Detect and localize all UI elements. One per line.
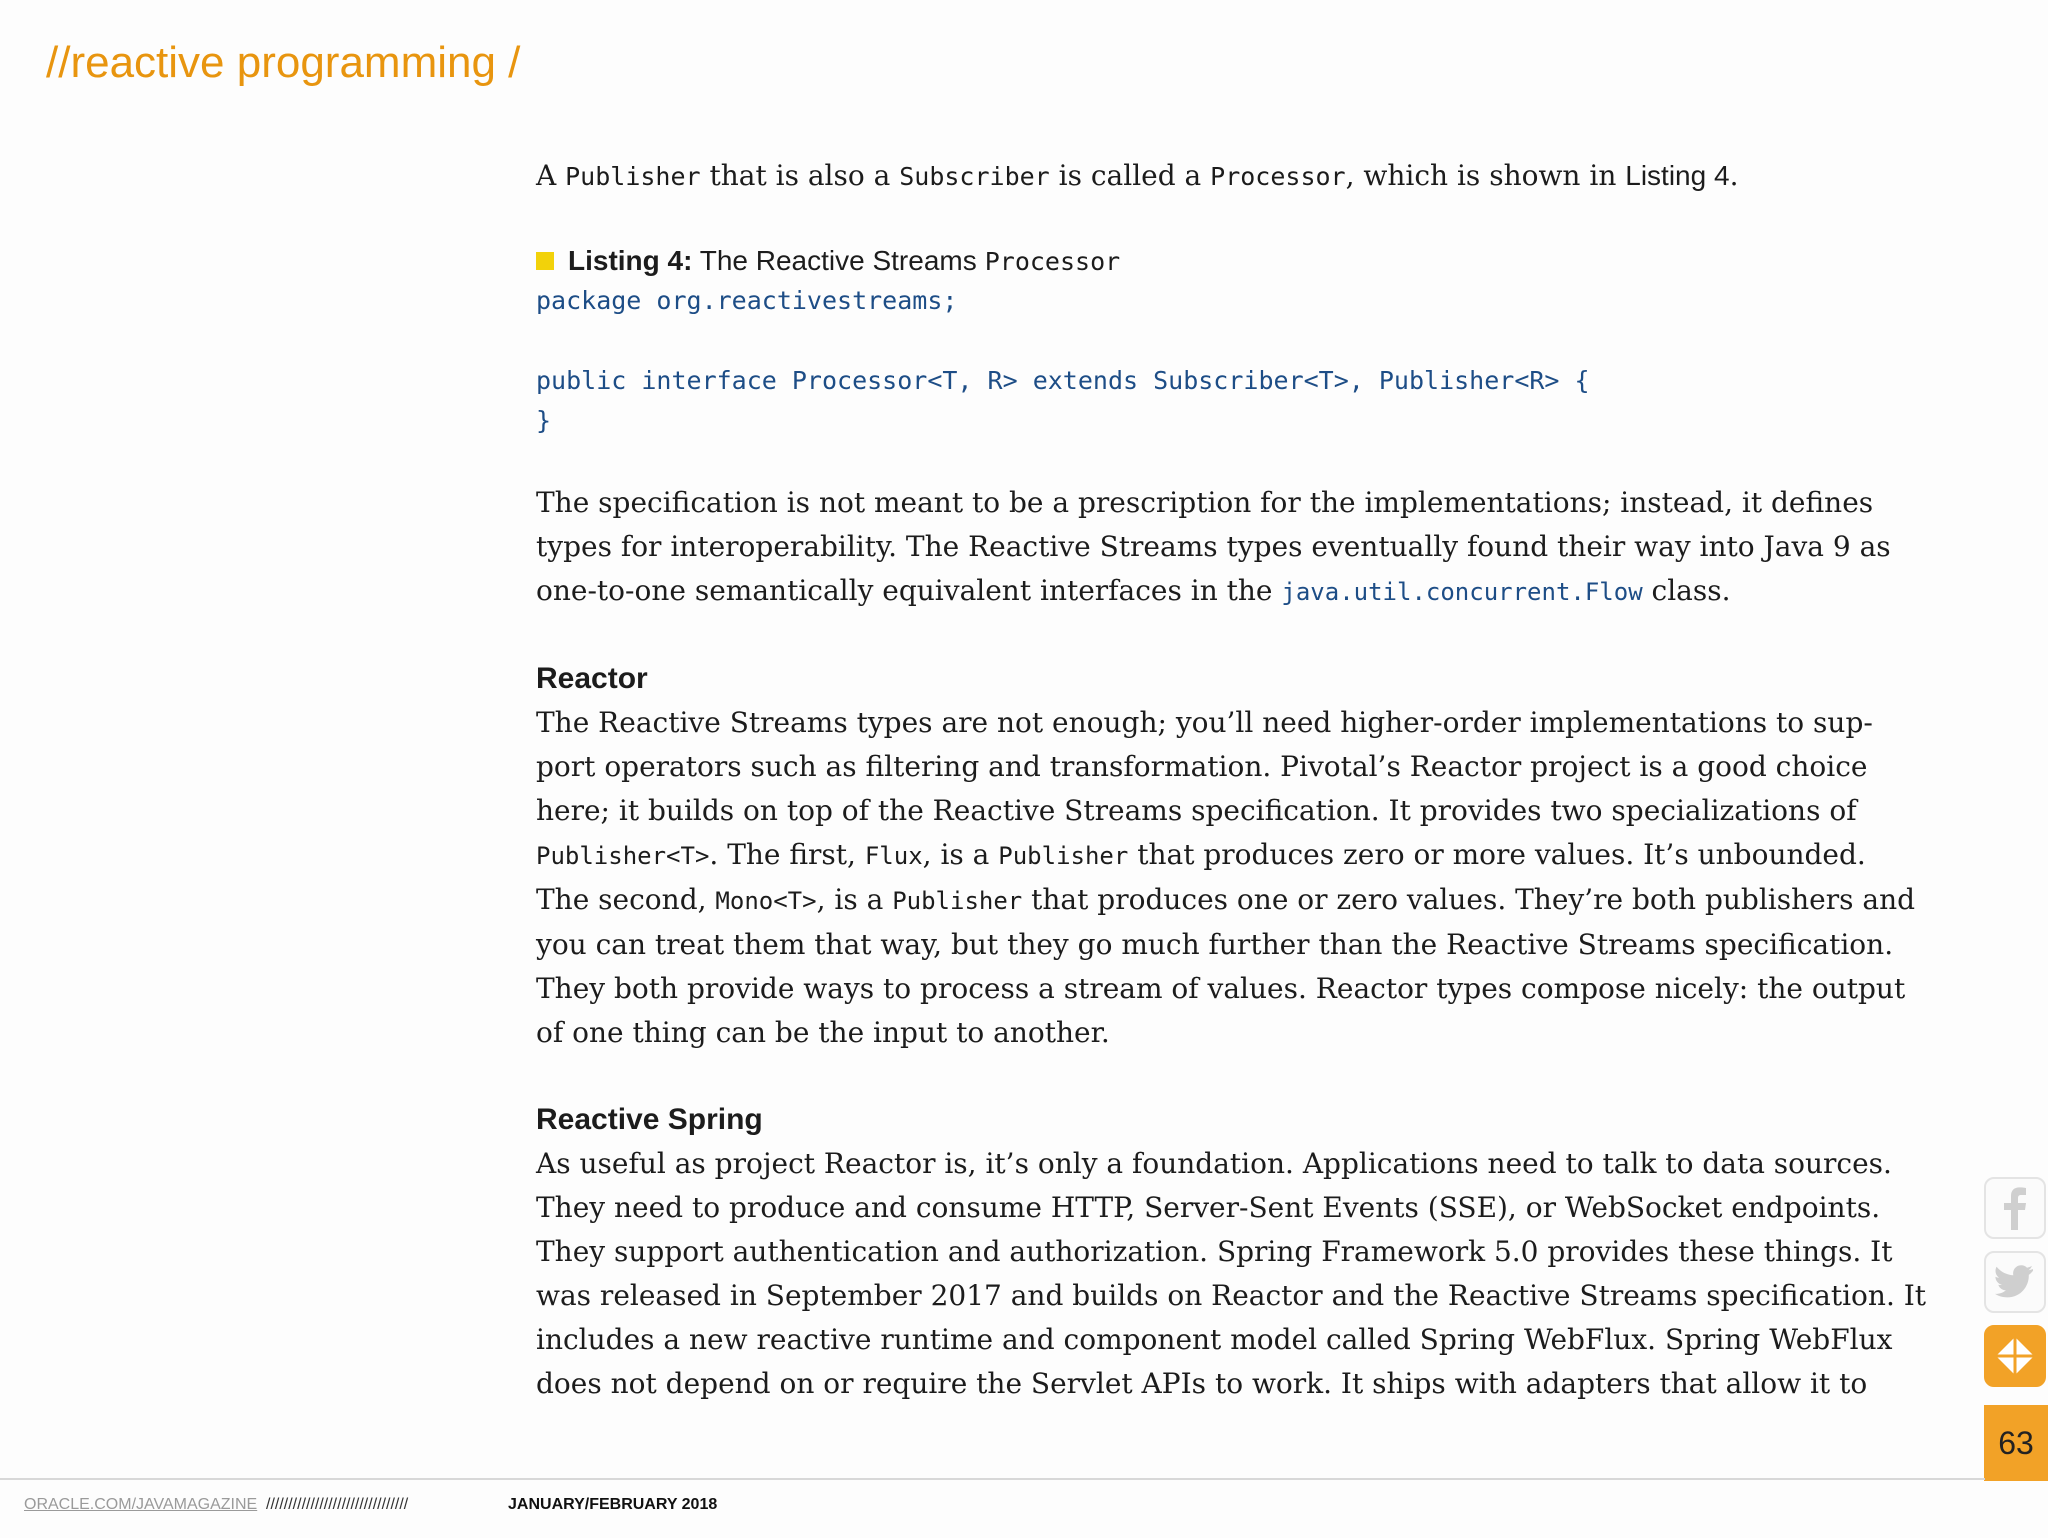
intro-paragraph: A Publisher that is also a Subscriber is called a Processor, which is shown in Listing 4. [536, 159, 1739, 192]
reactor-paragraph: The Reactive Streams types are not enough; you’ll need higher-order implementations to sup- port operators such as filtering and transformation. Pivotal’s Reactor project is a good choice here; it builds on top of the Reactive Streams specification. It provides two specializations of Publisher<T>. The first, Flux, is a Publisher that produces zero or more values. It’s unbounded. The second, Mono<T>, is a Publisher that produces one or zero values. They’re both publishers and you can treat them that way, but they go much further than the Reactive Streams specification. They both provide ways to process a stream of values. Reactor types compose nicely: the output of one thing can be the input to another. [536, 706, 1916, 1049]
listing-title: The Reactive Streams [692, 245, 977, 276]
code-line: package org.reactivestreams; [536, 286, 958, 315]
reactive-spring-paragraph: As useful as project Reactor is, it’s only a foundation. Applications need to talk to data sources. They need to produce and consume HTTP, Server-Sent Events (SSE), or WebSocket endpoints. They support authentication and authorization. Spring Framework 5.0 provides these things. It was released in September 2017 and builds on Reactor and the Reactive Streams specification. It includes a new reactive runtime and component model called Spring WebFlux. Spring WebFlux does not depend on or require the Servlet APIs to work. It ships with adapters that allow it to [536, 1147, 1927, 1400]
twitter-share-button[interactable] [1984, 1251, 2046, 1313]
code-line: } [536, 406, 552, 435]
issue-date: JANUARY/FEBRUARY 2018 [508, 1496, 718, 1513]
listing-marker [536, 252, 554, 270]
flow-class-code: java.util.concurrent.Flow [1281, 578, 1643, 606]
listing-label: Listing 4: [568, 245, 693, 276]
reactive-spring-heading: Reactive Spring [536, 1103, 763, 1136]
footer-site-link[interactable]: ORACLE.COM/JAVAMAGAZINE [24, 1496, 258, 1513]
facebook-icon [1998, 1186, 2032, 1230]
code-line [536, 321, 1776, 361]
code-listing [536, 281, 1776, 441]
footer-divider: //////////////////////////////// [266, 1496, 409, 1513]
reactor-heading: Reactor [536, 662, 648, 695]
listing-title-code: Processor [984, 246, 1121, 276]
facebook-share-button[interactable] [1984, 1177, 2046, 1239]
page-number: 63 [1984, 1405, 2048, 1481]
article-body [536, 154, 1927, 1406]
twitter-icon [1995, 1265, 2035, 1299]
spec-paragraph: The specification is not meant to be a prescription for the implementations; instead, it defines types for interoperability. The Reactive Streams types eventually found their way into Java 9 as one-to-one semantically equivalent interfaces in the java.util.concurrent.Flow class. [536, 486, 1891, 607]
email-share-button[interactable] [1984, 1325, 2046, 1387]
section-tag: //reactive programming / [46, 38, 521, 87]
footer [0, 1478, 1985, 1538]
code-line: public interface Processor<T, R> extends Subscriber<T>, Publisher<R> { [536, 366, 1590, 395]
email-icon [1992, 1333, 2038, 1379]
listing-caption [536, 241, 1776, 281]
listing-reference: Listing 4 [1625, 160, 1730, 191]
